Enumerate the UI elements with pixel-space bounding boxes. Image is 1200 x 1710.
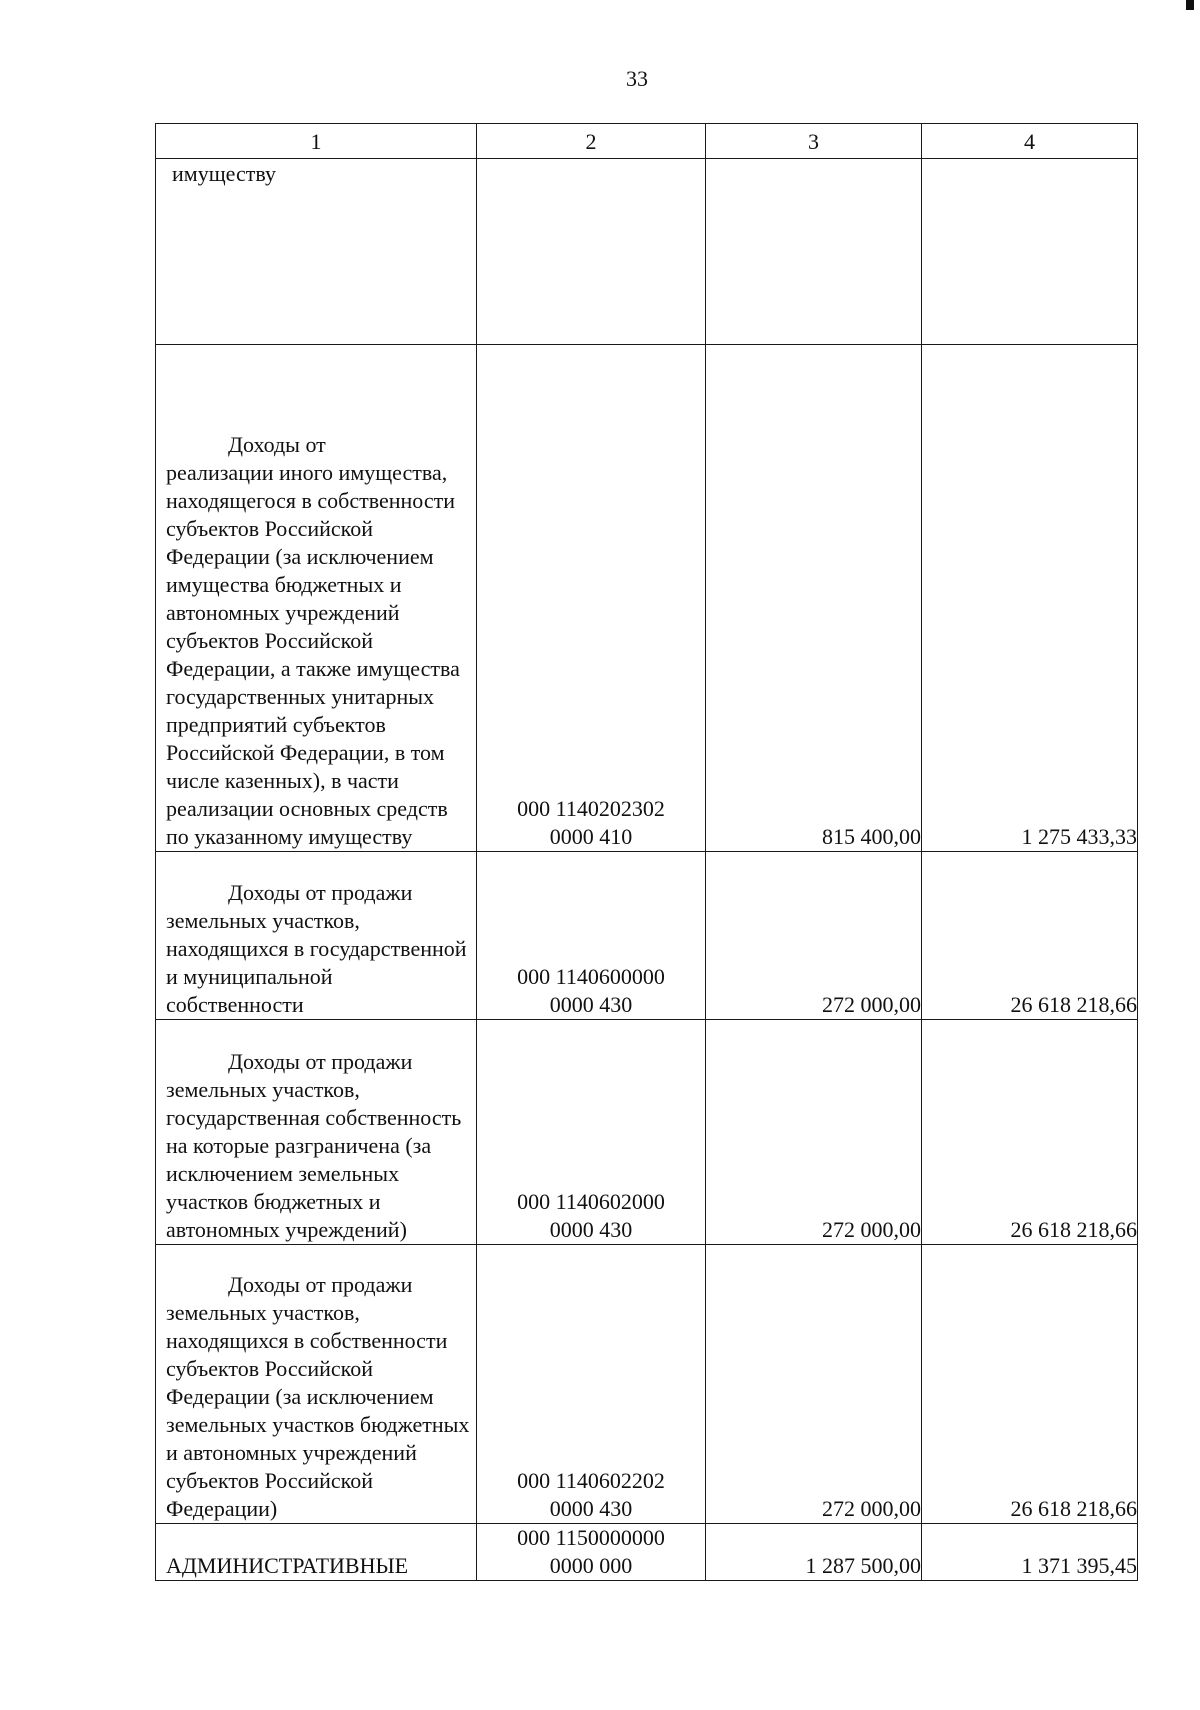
- header-col-2: 2: [477, 124, 706, 159]
- row-col3-value: 1 287 500,00: [706, 1524, 922, 1581]
- table-row: [156, 1020, 1138, 1245]
- row-code-cell: [477, 1020, 706, 1245]
- row-code-cell: [477, 345, 706, 852]
- table-row: [156, 159, 1138, 345]
- row-name-cell: [156, 1245, 477, 1524]
- row-col3-value: 272 000,00: [706, 1245, 922, 1524]
- header-col-1: 1: [156, 124, 477, 159]
- row-code-line2: 0000 000: [549, 1553, 633, 1578]
- row-code-line1: 000 1150000000: [517, 1525, 665, 1550]
- row-name-first-line: Доходы от: [228, 432, 326, 457]
- row-code-line1: 000 1140602202: [517, 1468, 665, 1493]
- row-code-line2: 0000 430: [549, 992, 633, 1017]
- row-code-line1: 000 1140202302: [517, 796, 665, 821]
- table-row: [156, 1245, 1138, 1524]
- row-col4-value: 1 275 433,33: [922, 345, 1138, 852]
- budget-table: [155, 123, 1138, 1581]
- row-name: [156, 1270, 476, 1523]
- row-name: [162, 159, 476, 188]
- row-code-line1: 000 1140600000: [517, 964, 665, 989]
- row-code-cell: [477, 852, 706, 1020]
- row-code-cell: [477, 159, 706, 345]
- row-code-line2: 0000 410: [549, 824, 633, 849]
- table-header-row: [156, 124, 1138, 159]
- row-name-cell: [156, 345, 477, 852]
- header-col-3: 3: [706, 124, 922, 159]
- row-name-text: земельных участков, находящихся в собственности субъектов Российской Федерации (за исключением земельных участков бюджетных и автономных учреждений субъектов Российской Федерации): [166, 1300, 470, 1521]
- row-name-text: земельных участков, находящихся в государственной и муниципальной собственности: [166, 908, 467, 1017]
- page-number: 33: [626, 66, 648, 91]
- row-name: [156, 430, 476, 851]
- row-col3-cell: [706, 159, 922, 345]
- row-col4-value: 26 618 218,66: [922, 1245, 1138, 1524]
- row-col3-value: 272 000,00: [706, 852, 922, 1020]
- row-name-text: имуществу: [172, 161, 276, 186]
- scan-corner-mark: [1186, 0, 1194, 10]
- row-code-line2: 0000 430: [549, 1217, 633, 1242]
- row-col4-cell: [922, 159, 1138, 345]
- table-row: [156, 1524, 1138, 1581]
- row-name-first-line: Доходы от продажи: [228, 1049, 413, 1074]
- table-row: [156, 345, 1138, 852]
- row-name: [156, 1047, 476, 1244]
- row-col3-value: 272 000,00: [706, 1020, 922, 1245]
- row-name-text: АДМИНИСТРАТИВНЫЕ: [166, 1553, 409, 1578]
- row-code-line1: 000 1140602000: [517, 1189, 665, 1214]
- row-col4-value: 1 371 395,45: [922, 1524, 1138, 1581]
- row-name: [156, 878, 476, 1019]
- row-code-cell: [477, 1524, 706, 1581]
- row-col3-value: 815 400,00: [706, 345, 922, 852]
- header-col-4: 4: [922, 124, 1138, 159]
- row-code-cell: [477, 1245, 706, 1524]
- row-name-first-line: Доходы от продажи: [228, 1272, 413, 1297]
- row-col4-value: 26 618 218,66: [922, 852, 1138, 1020]
- table-row: [156, 852, 1138, 1020]
- row-name-cell: [156, 159, 477, 345]
- row-name-cell: [156, 1524, 477, 1581]
- row-col4-value: 26 618 218,66: [922, 1020, 1138, 1245]
- row-name-text: реализации иного имущества, находящегося в собственности субъектов Российской Федерации (за исключением имущества бюджетных и автономных учреждений субъектов Российской Федерации, а также имущества государственных унитарных предприятий субъектов Российской Федерации, в том числе казенных), в части реализации основных средств по указанному имуществу: [166, 460, 460, 849]
- row-name-cell: [156, 1020, 477, 1245]
- row-name: [156, 1551, 476, 1580]
- row-name-first-line: Доходы от продажи: [228, 880, 413, 905]
- row-name-text: земельных участков, государственная собственность на которые разграничена (за исключением земельных участков бюджетных и автономных учреждений): [166, 1077, 462, 1242]
- row-code-line2: 0000 430: [549, 1496, 633, 1521]
- row-name-cell: [156, 852, 477, 1020]
